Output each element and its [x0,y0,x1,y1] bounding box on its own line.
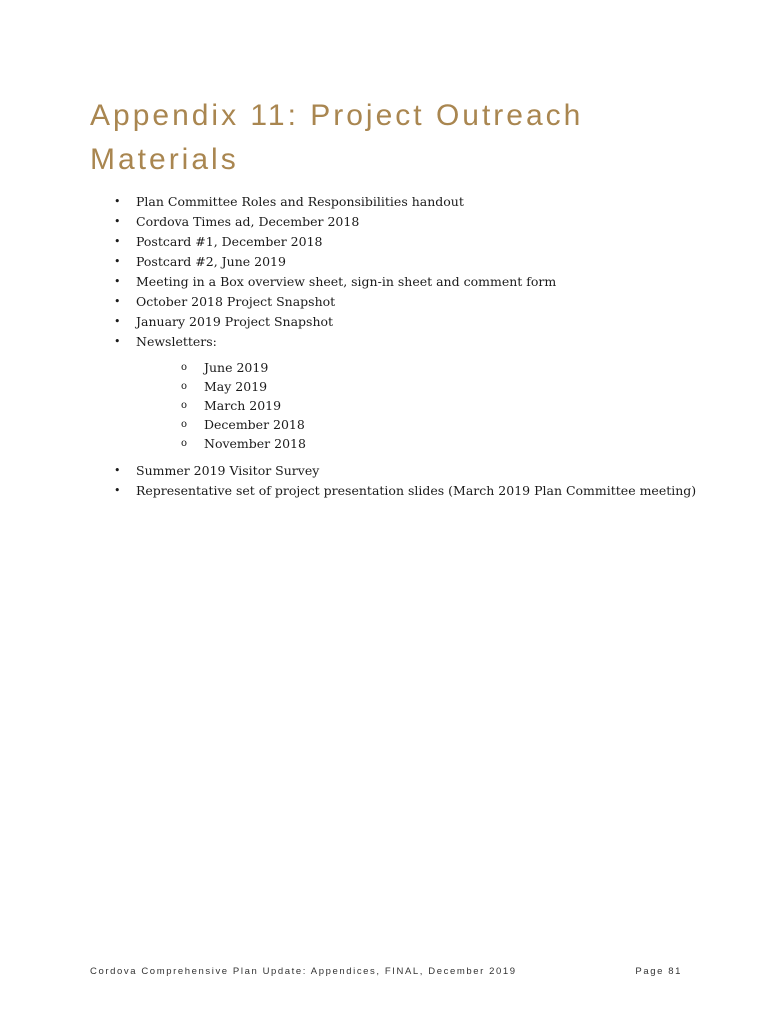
sublist-item [136,358,690,377]
sublist-item [136,377,690,396]
list-item-text: Plan Committee Roles and Responsibilities handout [136,194,464,209]
bullet-icon: • [114,235,121,248]
sublist-item-text: March 2019 [204,398,282,413]
circle-bullet-icon: o [181,362,188,373]
footer-page-number: Page 81 [635,966,682,977]
circle-bullet-icon: o [181,400,188,411]
sublist-item-text: November 2018 [204,436,306,451]
bullet-icon: • [114,315,121,328]
sublist-item [136,396,690,415]
circle-bullet-icon: o [181,381,188,392]
list-item [90,192,690,212]
list-item [90,212,690,232]
sublist-item [136,434,690,453]
list-item [90,272,690,292]
bullet-icon: • [114,255,121,268]
page-title: Appendix 11: Project Outreach Materials [90,99,584,176]
list-item-text: Representative set of project presentation slides (March 2019 Plan Committee meeting) [136,483,697,498]
bullet-icon: • [114,464,121,477]
sublist-item-text: May 2019 [204,379,268,394]
materials-list [90,192,697,501]
list-item-text: Postcard #1, December 2018 [136,234,323,249]
sublist-item-text: June 2019 [204,360,269,375]
bullet-icon: • [114,215,121,228]
list-item-text: Postcard #2, June 2019 [136,254,286,269]
bullet-icon: • [114,195,121,208]
list-item-text: Summer 2019 Visitor Survey [136,463,320,478]
bullet-icon: • [114,295,121,308]
sublist-item-text: December 2018 [204,417,305,432]
list-item [90,461,690,481]
list-item [90,232,690,252]
list-item [90,252,690,272]
list-item-text: Cordova Times ad, December 2018 [136,214,360,229]
list-item-text: Meeting in a Box overview sheet, sign-in sheet and comment form [136,274,557,289]
list-item [90,481,697,501]
newsletters-sublist [136,358,690,453]
footer-document-title: Cordova Comprehensive Plan Update: Appendices, FINAL, December 2019 [90,966,517,977]
page-footer [90,966,682,977]
list-item [90,312,690,332]
list-item [90,292,690,312]
circle-bullet-icon: o [181,438,188,449]
sublist-item [136,415,690,434]
list-item-newsletters [90,332,690,453]
bullet-icon: • [114,335,121,348]
bullet-icon: • [114,275,121,288]
circle-bullet-icon: o [181,419,188,430]
bullet-icon: • [114,484,121,497]
list-item-text: Newsletters: [136,334,217,349]
list-item-text: October 2018 Project Snapshot [136,294,336,309]
list-item-text: January 2019 Project Snapshot [136,314,334,329]
